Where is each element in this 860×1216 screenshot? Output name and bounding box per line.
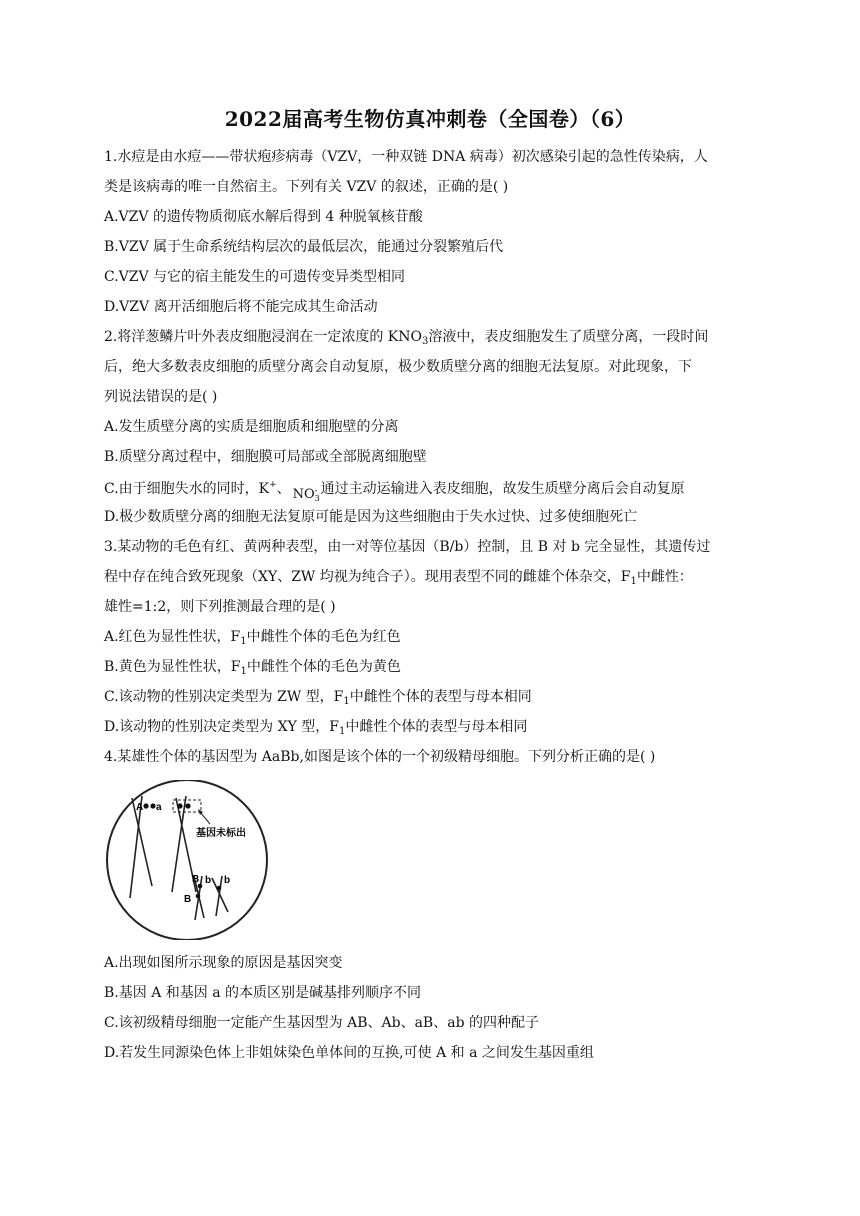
q2-stem-line-2: 后，绝大多数表皮细胞的质壁分离会自动复原，极少数质壁分离的细胞无法复原。对此现象，下 bbox=[104, 359, 692, 375]
gene-label-b-top: b bbox=[205, 875, 212, 886]
primary-spermatocyte-figure bbox=[102, 780, 272, 940]
q4-option-c: C.该初级精母细胞一定能产生基因型为 AB、Ab、aB、ab 的四种配子 bbox=[104, 1015, 539, 1031]
q2-option-a: A.发生质壁分离的实质是细胞质和细胞壁的分离 bbox=[104, 419, 399, 435]
nitrate-symbol: NO bbox=[292, 487, 315, 502]
gene-label-b-right: b bbox=[224, 875, 231, 886]
q3-option-d-subscript: 1 bbox=[339, 726, 346, 737]
q2-option-c-text-3: 通过主动运输进入表皮细胞，故发生质壁分离后会自动复原 bbox=[320, 481, 685, 497]
q3-option-b bbox=[104, 657, 401, 682]
q1-stem-line-2: 类是该病毒的唯一自然宿主。下列有关 VZV 的叙述，正确的是( ) bbox=[104, 179, 509, 195]
small-centromere-3 bbox=[217, 886, 222, 891]
q2-option-c-text-2: 、 bbox=[276, 481, 291, 497]
q4-stem: 4.某雄性个体的基因型为 AaBb,如图是该个体的一个初级精母细胞。下列分析正确的是( ) bbox=[104, 749, 656, 765]
q2-stem-subscript: 3 bbox=[422, 336, 429, 347]
small-centromere-2 bbox=[196, 894, 201, 899]
q3-stem-line-2 bbox=[104, 567, 693, 592]
nitrate-subscript: 3 bbox=[314, 494, 320, 503]
q4-option-b: B.基因 A 和基因 a 的本质区别是碱基排列顺序不同 bbox=[104, 985, 421, 1001]
q3-option-a-subscript: 1 bbox=[240, 636, 247, 647]
centromere-d bbox=[185, 803, 190, 808]
callout-label: 基因未标出 bbox=[196, 828, 246, 839]
q1-option-c: C.VZV 与它的宿主能发生的可遗传变异类型相同 bbox=[104, 269, 406, 285]
q3-option-a-text-2: 中雌性个体的毛色为红色 bbox=[246, 629, 401, 645]
q3-stem-subscript: 1 bbox=[630, 576, 637, 587]
q1-option-b: B.VZV 属于生命系统结构层次的最低层次，能通过分裂繁殖后代 bbox=[104, 239, 504, 255]
callout-arrow bbox=[200, 812, 210, 824]
q2-stem-line-1 bbox=[104, 327, 708, 352]
q4-option-d: D.若发生同源染色体上非姐妹染色单体间的互换,可使 A 和 a 之间发生基因重组 bbox=[104, 1045, 594, 1061]
q3-stem-text-b: 中雌性： bbox=[636, 569, 693, 585]
q3-option-d-text-1: D.该动物的性别决定类型为 XY 型，F bbox=[104, 719, 339, 735]
q2-option-b: B.质壁分离过程中，细胞膜可局部或全部脱离细胞壁 bbox=[104, 449, 427, 465]
q3-stem-line-1: 3.某动物的毛色有红、黄两种表型，由一对等位基因（B/b）控制，且 B 对 b 完全显性，其遗传过 bbox=[104, 539, 711, 555]
q3-option-a bbox=[104, 627, 401, 652]
centromere-b bbox=[150, 803, 155, 808]
q1-option-a: A.VZV 的遗传物质彻底水解后得到 4 种脱氧核苷酸 bbox=[104, 209, 423, 225]
q3-option-c-subscript: 1 bbox=[343, 696, 350, 707]
centromere-a bbox=[143, 803, 148, 808]
q1-stem-line-1: 1.水痘是由水痘——带状疱疹病毒（VZV，一种双链 DNA 病毒）初次感染引起的急性传染病，人 bbox=[104, 149, 708, 165]
q3-option-c-text-1: C.该动物的性别决定类型为 ZW 型，F bbox=[104, 689, 344, 705]
q2-option-d: D.极少数质壁分离的细胞无法复原可能是因为这些细胞由于失水过快、过多使细胞死亡 bbox=[104, 509, 638, 525]
q3-option-c-text-2: 中雌性个体的表型与母本相同 bbox=[349, 689, 532, 705]
q3-option-b-subscript: 1 bbox=[240, 666, 247, 677]
q3-option-c bbox=[104, 687, 532, 712]
gene-label-B-top: B bbox=[192, 874, 200, 885]
q4-option-a: A.出现如图所示现象的原因是基因突变 bbox=[104, 955, 343, 971]
q2-option-c bbox=[104, 475, 685, 503]
nitrate-charge: - bbox=[314, 486, 318, 495]
gene-label-B-bottom: B bbox=[184, 894, 192, 905]
q2-option-c-text-1: C.由于细胞失水的同时，K bbox=[104, 481, 270, 497]
q3-option-b-text-2: 中雌性个体的毛色为黄色 bbox=[246, 659, 401, 675]
q1-option-d: D.VZV 离开活细胞后将不能完成其生命活动 bbox=[104, 299, 378, 315]
q2-stem-text-b: 溶液中，表皮细胞发生了质壁分离，一段时间 bbox=[428, 329, 709, 345]
centromere-c bbox=[177, 803, 182, 808]
q2-stem-line-3: 列说法错误的是( ) bbox=[104, 389, 218, 405]
page-title: 2022届高考生物仿真冲刺卷（全国卷）（6） bbox=[224, 107, 636, 131]
q3-option-d bbox=[104, 717, 527, 742]
gene-label-A: A bbox=[136, 802, 144, 813]
q3-option-b-text-1: B.黄色为显性性状，F bbox=[104, 659, 241, 675]
q3-option-a-text-1: A.红色为显性性状，F bbox=[104, 629, 241, 645]
q3-stem-text-a: 程中存在纯合致死现象（XY、ZW 均视为纯合子）。现用表型不同的雌雄个体杂交，F bbox=[104, 569, 631, 585]
q3-stem-line-3: 雄性=1:2，则下列推测最合理的是( ) bbox=[104, 599, 336, 615]
q2-option-c-superscript: + bbox=[269, 480, 277, 490]
gene-label-a: a bbox=[156, 802, 162, 813]
q2-stem-text-a: 2.将洋葱鳞片叶外表皮细胞浸润在一定浓度的 KNO bbox=[104, 329, 422, 345]
nitrate-formula bbox=[291, 479, 321, 503]
q3-option-d-text-2: 中雌性个体的表型与母本相同 bbox=[345, 719, 528, 735]
